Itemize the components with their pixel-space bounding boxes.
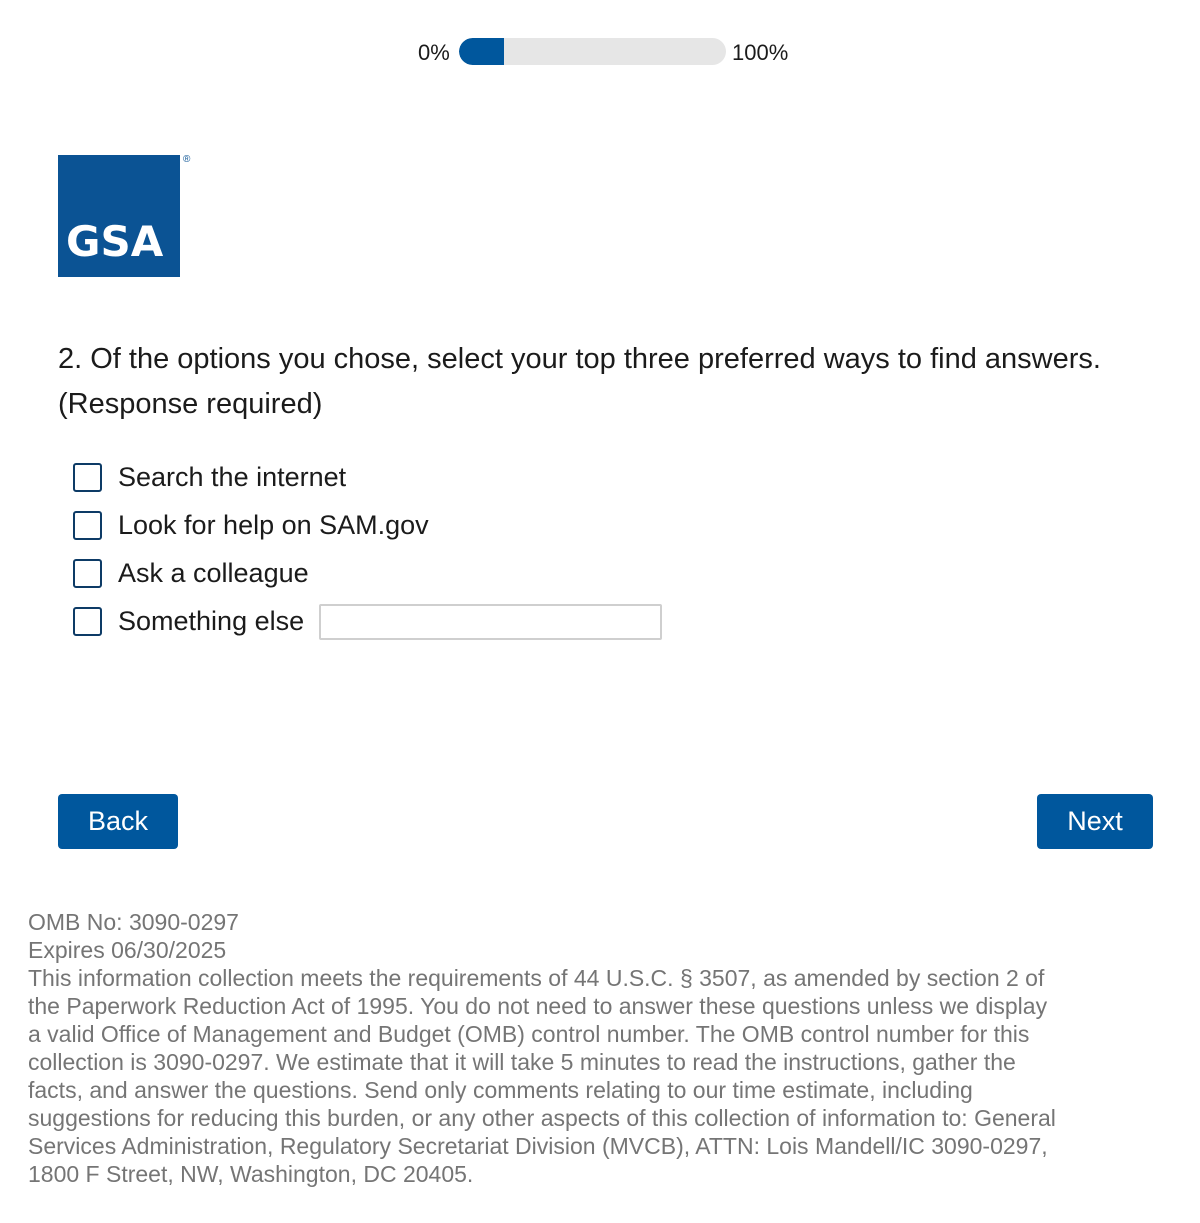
checkbox-something-else[interactable] <box>73 607 102 636</box>
option-search-internet[interactable] <box>73 462 346 493</box>
gsa-logo-text: GSA <box>66 217 164 266</box>
checkbox-sam-gov[interactable] <box>73 511 102 540</box>
checkbox-ask-colleague[interactable] <box>73 559 102 588</box>
question-text: 2. Of the options you chose, select your top three preferred ways to find answers. (Response required) <box>58 343 1101 420</box>
checkbox-search-internet[interactable] <box>73 463 102 492</box>
back-button[interactable]: Back <box>58 794 178 849</box>
option-label: Search the internet <box>118 462 347 492</box>
option-ask-colleague[interactable] <box>73 558 309 589</box>
next-button[interactable]: Next <box>1037 794 1153 849</box>
registered-mark: ® <box>183 154 191 165</box>
option-something-else[interactable] <box>73 606 304 637</box>
something-else-input[interactable] <box>319 604 662 640</box>
option-sam-gov[interactable] <box>73 510 429 541</box>
progress-end-label: 100% <box>732 40 789 65</box>
progress-bar <box>0 38 1200 66</box>
progress-start-label: 0% <box>418 40 450 65</box>
omb-footer <box>28 908 1058 1188</box>
omb-number: OMB No: 3090-0297 <box>28 909 239 935</box>
progress-fill <box>459 38 504 65</box>
gsa-logo <box>58 155 180 277</box>
progress-track <box>459 38 726 65</box>
paperwork-notice: This information collection meets the requirements of 44 U.S.C. § 3507, as amended by section 2 of the Paperwork Reduction Act of 1995. You do not need to answer these questions unless we display a valid Office of Management and Budget (OMB) control number. The OMB control number for this collection is 3090-0297. We estimate that it will take 5 minutes to read the instructions, gather the facts, and answer the questions. Send only comments relating to our time estimate, including suggestions for reducing this burden, or any other aspects of this collection of information to: General Services Administration, Regulatory Secretariat Division (MVCB), ATTN: Lois Mandell/IC 3090-0297, 1800 F Street, NW, Washington, DC 20405. <box>28 965 1056 1187</box>
omb-expires: Expires 06/30/2025 <box>28 937 227 963</box>
option-label: Look for help on SAM.gov <box>118 510 429 540</box>
option-label: Something else <box>118 606 305 636</box>
option-label: Ask a colleague <box>118 558 309 588</box>
gsa-logo-graphic <box>58 155 180 277</box>
